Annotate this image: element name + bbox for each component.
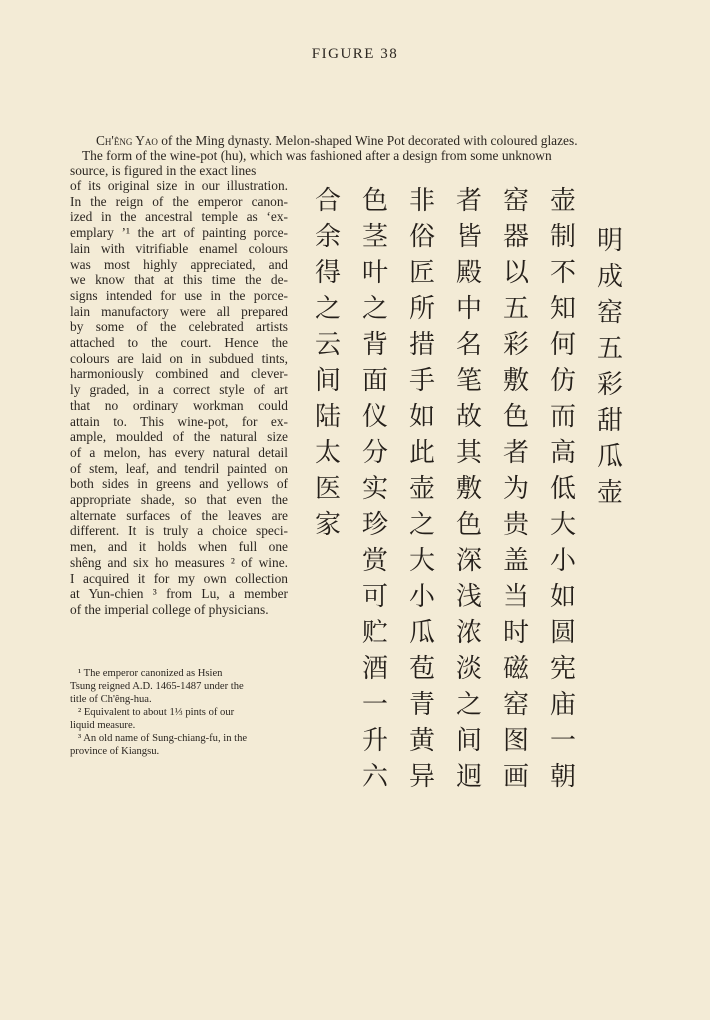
chinese-character: 殿 (455, 258, 482, 288)
chinese-character: 宪 (549, 654, 576, 684)
chinese-character: 青 (408, 690, 435, 720)
body-line: signs intended for use in the porce- (70, 287, 288, 303)
chinese-inscription (300, 183, 650, 792)
chinese-character: 磁 (502, 654, 529, 684)
chinese-character: 而 (549, 402, 576, 432)
body-line: of its original size in our illustration. (70, 178, 288, 193)
chinese-column (308, 183, 348, 543)
footnote-line: ³ An old name of Sung-chiang-fu, in the (78, 733, 248, 744)
chinese-character: 中 (455, 294, 482, 324)
chinese-character: 高 (549, 438, 576, 468)
body-line: at Yun-chien ³ from Lu, a member (70, 586, 288, 602)
chinese-character: 合 (314, 186, 341, 216)
chinese-character: 故 (455, 402, 482, 432)
body-line: In the reign of the emperor canon- (70, 193, 288, 209)
chinese-character: 器 (502, 222, 529, 252)
chinese-character: 升 (361, 726, 388, 756)
chinese-character: 间 (455, 726, 482, 756)
chinese-character: 分 (361, 438, 388, 468)
body-line: we know that at this time the de- (70, 272, 288, 288)
chinese-character: 何 (549, 330, 576, 360)
chinese-character: 贵 (502, 510, 529, 540)
chinese-character: 色 (361, 186, 388, 216)
chinese-character: 深 (455, 546, 482, 576)
body-line: lain with vitrifiable enamel colours (70, 240, 288, 256)
chinese-character: 之 (314, 294, 341, 324)
chinese-character: 壶 (408, 474, 435, 504)
chinese-character: 背 (361, 330, 388, 360)
chinese-character: 五 (596, 334, 623, 364)
chinese-character: 其 (455, 438, 482, 468)
intro-line-2: The form of the wine-pot (hu), which was fashioned after a design from some unknown (82, 148, 552, 163)
chinese-character: 如 (549, 582, 576, 612)
chinese-character: 手 (408, 366, 435, 396)
body-line: alternate surfaces of the leaves are (70, 507, 288, 523)
chinese-character: 仿 (549, 366, 576, 396)
body-line: by some of the celebrated artists (70, 319, 288, 335)
footnote-line: title of Ch'êng-hua. (70, 694, 152, 705)
footnote-line: liquid measure. (70, 720, 136, 731)
figure-title: FIGURE 38 (311, 46, 399, 62)
body-line: shêng and six ho measures ² of wine. (70, 554, 288, 570)
chinese-character: 敷 (455, 474, 482, 504)
chinese-character: 异 (408, 762, 435, 792)
chinese-character: 太 (314, 438, 341, 468)
body-line: attain to. This wine-pot, for ex- (70, 413, 288, 429)
body-line: ample, moulded of the natural size (70, 429, 288, 445)
chinese-column (355, 183, 395, 795)
body-line: I acquired it for my own collection (70, 570, 288, 586)
chinese-character: 壶 (596, 478, 623, 508)
chinese-character: 不 (549, 258, 576, 288)
body-line: of a melon, has every natural detail (70, 444, 288, 460)
chinese-column (590, 223, 630, 511)
chinese-character: 浅 (455, 582, 482, 612)
chinese-column (543, 183, 583, 795)
chinese-character: 成 (596, 262, 623, 292)
chinese-character: 明 (596, 226, 623, 256)
chinese-character: 为 (502, 474, 529, 504)
chinese-character: 壶 (549, 186, 576, 216)
chinese-character: 俗 (408, 222, 435, 252)
chinese-character: 云 (314, 330, 341, 360)
chinese-character: 大 (549, 510, 576, 540)
chinese-character: 仪 (361, 402, 388, 432)
chinese-character: 所 (408, 294, 435, 324)
chinese-character: 敷 (502, 366, 529, 396)
chinese-character: 贮 (361, 618, 388, 648)
chinese-character: 苞 (408, 654, 435, 684)
chinese-character: 以 (502, 258, 529, 288)
chinese-character: 之 (408, 510, 435, 540)
chinese-character: 低 (549, 474, 576, 504)
body-line: emplary ’¹ the art of painting porce- (70, 225, 288, 241)
body-line: both sides in greens and yellows of (70, 476, 288, 492)
chinese-character: 窑 (596, 298, 623, 328)
chinese-character: 者 (502, 438, 529, 468)
chinese-character: 间 (314, 366, 341, 396)
chinese-character: 六 (361, 762, 388, 792)
chinese-character: 得 (314, 258, 341, 288)
chinese-character: 珍 (361, 510, 388, 540)
chinese-character: 画 (502, 762, 529, 792)
footnote-line: ¹ The emperor canonized as Hsien (78, 668, 223, 679)
chinese-character: 非 (408, 186, 435, 216)
chinese-character: 小 (408, 582, 435, 612)
footnote-line: province of Kiangsu. (70, 746, 160, 757)
chinese-character: 实 (361, 474, 388, 504)
intro-paragraph (70, 133, 650, 178)
intro-line-3: source, is figured in the exact lines (70, 163, 257, 178)
body-line: different. It is truly a choice speci- (70, 523, 288, 539)
intro-line-1 (70, 133, 650, 148)
body-line: appropriate shade, so that even the (70, 492, 288, 508)
chinese-character: 匠 (408, 258, 435, 288)
body-line: ized in the ancestral temple as ‘ex- (70, 209, 288, 225)
chinese-character: 酒 (361, 654, 388, 684)
chinese-character: 家 (314, 510, 341, 540)
chinese-character: 之 (455, 690, 482, 720)
chinese-character: 当 (502, 582, 529, 612)
chinese-column (449, 183, 489, 795)
chinese-character: 面 (361, 366, 388, 396)
chinese-character: 者 (455, 186, 482, 216)
chinese-character: 瓜 (596, 442, 623, 472)
body-line: colours are laid on in subdued tints, (70, 350, 288, 366)
body-line: was most highly appreciated, and (70, 256, 288, 272)
chinese-character: 一 (361, 690, 388, 720)
chinese-character: 浓 (455, 618, 482, 648)
chinese-character: 医 (314, 474, 341, 504)
chinese-character: 名 (455, 330, 482, 360)
body-text (70, 178, 288, 618)
footnotes (70, 667, 288, 758)
chinese-character: 皆 (455, 222, 482, 252)
chinese-character: 瓜 (408, 618, 435, 648)
chinese-character: 茎 (361, 222, 388, 252)
footnote-line: Tsung reigned A.D. 1465-1487 under the (70, 681, 244, 692)
chinese-character: 窑 (502, 186, 529, 216)
body-line: lain manufactory were all prepared (70, 303, 288, 319)
chinese-character: 甜 (596, 406, 623, 436)
chinese-character: 可 (361, 582, 388, 612)
intro-smallcaps: Ch'êng Yao (96, 133, 158, 148)
chinese-character: 余 (314, 222, 341, 252)
footnote-line: ² Equivalent to about 1⅓ pints of our (78, 707, 235, 718)
body-line: ly graded, in a correct style of art (70, 382, 288, 398)
chinese-character: 知 (549, 294, 576, 324)
chinese-character: 大 (408, 546, 435, 576)
chinese-column (496, 183, 536, 795)
chinese-character: 措 (408, 330, 435, 360)
chinese-character: 色 (502, 402, 529, 432)
chinese-character: 如 (408, 402, 435, 432)
body-line: that no ordinary workman could (70, 397, 288, 413)
chinese-character: 制 (549, 222, 576, 252)
chinese-character: 笔 (455, 366, 482, 396)
body-line: attached to the court. Hence the (70, 335, 288, 351)
chinese-character: 彩 (596, 370, 623, 400)
chinese-character: 迥 (455, 762, 482, 792)
chinese-character: 色 (455, 510, 482, 540)
body-line: harmoniously combined and clever- (70, 366, 288, 382)
chinese-character: 五 (502, 294, 529, 324)
chinese-character: 窑 (502, 690, 529, 720)
body-line: men, and it holds when full one (70, 539, 288, 555)
chinese-character: 赏 (361, 546, 388, 576)
chinese-character: 小 (549, 546, 576, 576)
chinese-character: 彩 (502, 330, 529, 360)
chinese-character: 一 (549, 726, 576, 756)
intro-line-1-rest: of the Ming dynasty. Melon-shaped Wine Pot decorated with coloured glazes. (157, 133, 578, 148)
chinese-character: 庙 (549, 690, 576, 720)
chinese-character: 朝 (549, 762, 576, 792)
chinese-character: 图 (502, 726, 529, 756)
chinese-character: 黄 (408, 726, 435, 756)
chinese-character: 时 (502, 618, 529, 648)
chinese-character: 盖 (502, 546, 529, 576)
chinese-character: 此 (408, 438, 435, 468)
chinese-column (402, 183, 442, 795)
body-line: of stem, leaf, and tendril painted on (70, 460, 288, 476)
chinese-character: 叶 (361, 258, 388, 288)
chinese-character: 淡 (455, 654, 482, 684)
chinese-character: 陆 (314, 402, 341, 432)
body-line: of the imperial college of physicians. (70, 601, 269, 617)
chinese-character: 圆 (549, 618, 576, 648)
chinese-character: 之 (361, 294, 388, 324)
